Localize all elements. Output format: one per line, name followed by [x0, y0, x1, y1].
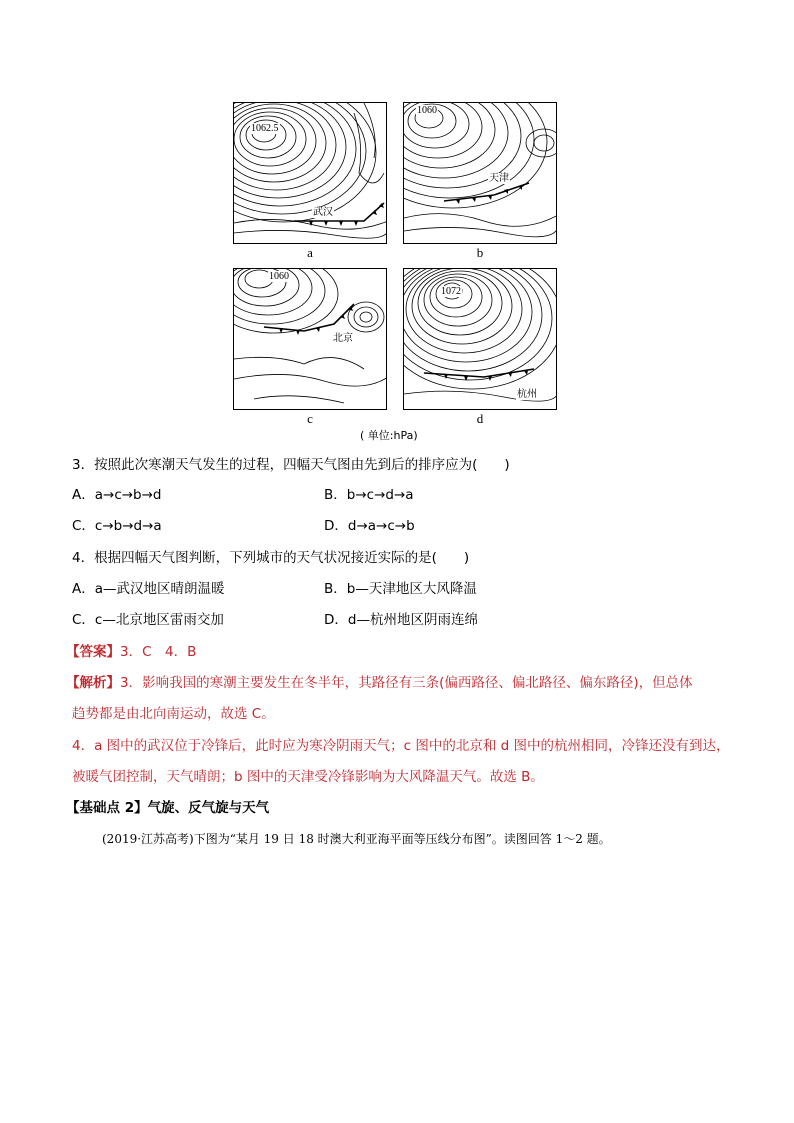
analysis-text-2: 趋势都是由北向南运动，故选 C。: [72, 706, 275, 722]
panel-letter-c: c: [307, 411, 313, 426]
pressure-value-b: 1060: [417, 105, 437, 116]
analysis-text-1: 3．影响我国的寒潮主要发生在冬半年，其路径有三条(偏西路径、偏北路径、偏东路径)，但总体: [120, 675, 693, 691]
section-heading: 【基础点 2】气旋、反气旋与天气: [66, 800, 270, 816]
question-3-option-b: B．b→c→d→a: [324, 487, 414, 503]
analysis-text-4: 被暖气团控制，天气晴朗；b 图中的天津受冷锋影响为大风降温天气。故选 B。: [72, 769, 544, 785]
city-label-a: 武汉: [313, 207, 333, 218]
city-label-b: 天津: [489, 173, 509, 184]
question-3-stem: 3．按照此次寒潮天气发生的过程，四幅天气图由先到后的排序应为( ): [72, 457, 510, 473]
question-3-option-d: D．d→a→c→b: [324, 518, 415, 534]
isobar-map-c: [234, 269, 387, 410]
question-3-option-c: C．c→b→d→a: [72, 518, 162, 534]
question-4-option-b: B．b—天津地区大风降温: [324, 581, 477, 597]
panel-letter-b: b: [476, 245, 484, 260]
weather-map-c: [233, 268, 387, 410]
pressure-value-c: 1060: [269, 271, 289, 282]
question-4-option-a: A．a—武汉地区晴朗温暖: [72, 581, 225, 597]
question-3-option-a: A．a→c→b→d: [72, 487, 162, 503]
city-label-c: 北京: [333, 333, 353, 344]
unit-caption: ( 单位:hPa): [360, 429, 418, 442]
answer-tag: 【答案】: [66, 644, 120, 660]
question-4-option-c: C．c—北京地区雷雨交加: [72, 612, 224, 628]
question-4-stem: 4．根据四幅天气图判断，下列城市的天气状况接近实际的是( ): [72, 550, 470, 566]
answer-text: 3．C 4．B: [120, 644, 197, 660]
pressure-value-d: 1072: [441, 286, 461, 297]
answer-line: [66, 643, 196, 661]
question-4-option-d: D．d—杭州地区阴雨连绵: [324, 612, 478, 628]
weather-map-a: [233, 102, 387, 244]
weather-map-b: [403, 102, 557, 244]
analysis-line-1: [66, 674, 693, 692]
panel-letter-d: d: [476, 411, 484, 426]
pressure-value-a: 1062.5: [251, 123, 279, 134]
weather-map-d: [403, 268, 557, 410]
isobar-map-b: [404, 103, 557, 244]
analysis-text-3: 4．a 图中的武汉位于冷锋后，此时应为寒冷阴雨天气；c 图中的北京和 d 图中的杭州相同，冷锋还没有到达，: [72, 738, 730, 754]
analysis-tag: 【解析】: [66, 675, 120, 691]
question-intro: (2019·江苏高考)下图为“某月 19 日 18 时澳大利亚海平面等压线分布图”。读图回答 1～2 题。: [102, 832, 611, 846]
panel-letter-a: a: [307, 245, 313, 260]
city-label-d: 杭州: [517, 389, 537, 400]
